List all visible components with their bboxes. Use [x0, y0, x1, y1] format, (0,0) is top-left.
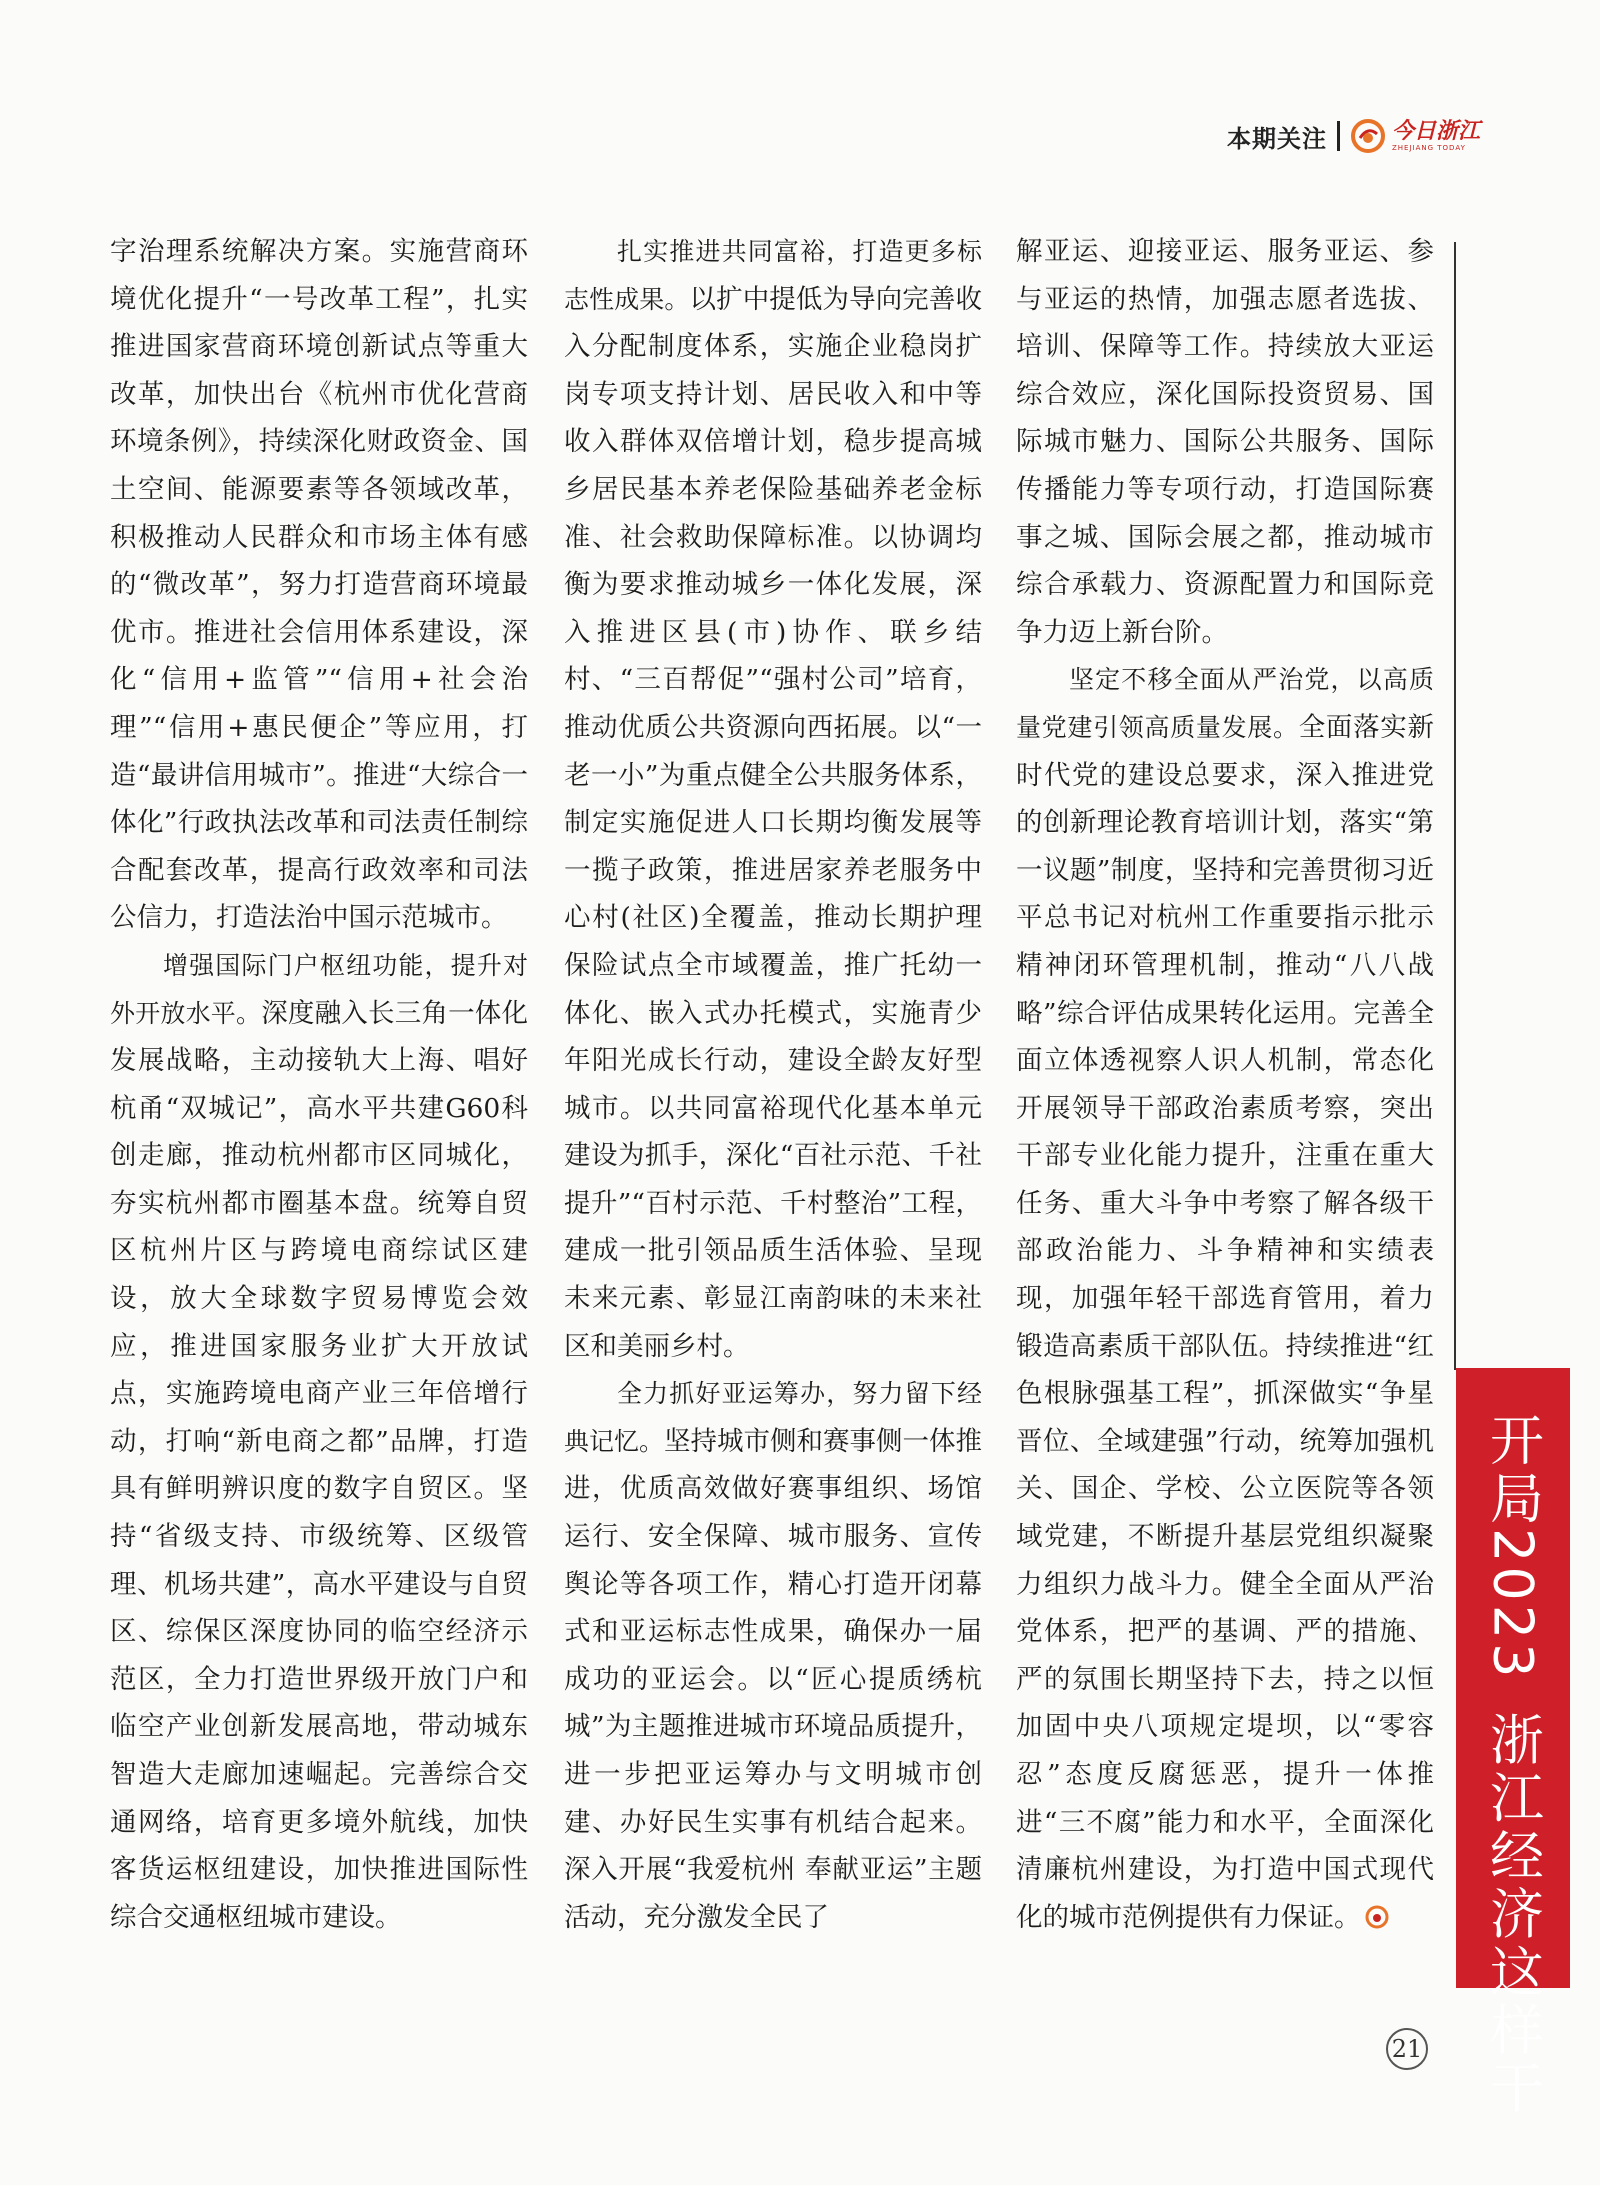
side-banner	[1456, 1368, 1570, 2118]
page-number: 21	[1386, 2028, 1428, 2070]
banner-title-part2: 浙江经济这样干	[1481, 1711, 1545, 2118]
column-2	[564, 228, 982, 1941]
logo-english-text: ZHEJIANG TODAY	[1391, 143, 1466, 152]
paragraph: 字治理系统解决方案。实施营商环境优化提升“一号改革工程”，扎实推进国家营商环境创新试点等重大改革，加快出台《杭州市优化营商环境条例》，持续深化财政资金、国土空间、能源要素等各领域改革，积极推动人民群众和市场主体有感的“微改革”，努力打造营商环境最优市。推进社会信用体系建设，深化“信用+监管”“信用+社会治理”“信用+惠民便企”等应用，打造“最讲信用城市”。推进“大综合一体化”行政执法改革和司法责任制综合配套改革，提高行政效率和司法公信力，打造法治中国示范城市。	[110, 236, 528, 934]
header-divider	[1337, 121, 1340, 151]
logo-chinese-text: 今日浙江	[1391, 118, 1480, 144]
column-divider-line	[1454, 242, 1456, 1370]
paragraph-lead: 全力抓好亚运筹办，努力留下经典记忆。	[564, 1379, 982, 1456]
paragraph-body: 坚持城市侧和赛事侧一体推进，优质高效做好赛事组织、场馆运行、安全保障、城市服务、宣传舆论等各项工作，精心打造开闭幕式和亚运标志性成果，确保办一届成功的亚运会。以“匠心提质绣杭城”为主题推进城市环境品质提升，进一步把亚运筹办与文明城市创建、办好民生实事有机结合起来。深入开展“我爱杭州 奉献亚运”主题活动，充分激发全民了	[564, 1425, 983, 1933]
paragraph	[564, 1370, 982, 1941]
paragraph	[110, 942, 528, 1941]
paragraph-lead: 增强国际门户枢纽功能，提升对外开放水平。	[110, 950, 528, 1028]
banner-title-part1: 开局2023	[1481, 1412, 1545, 1682]
paragraph	[564, 228, 982, 1370]
paragraph-body: 以扩中提低为导向完善收入分配制度体系，实施企业稳岗扩岗专项支持计划、居民收入和中等收入群体双倍增计划，稳步提高城乡居民基本养老保险基础养老金标准、社会救助保障标准。以协调均衡为要求推动城乡一体化发展，深入推进区县(市)协作、联乡结村、“三百帮促”“强村公司”培育，推动优质公共资源向西拓展。以“一老一小”为重点健全公共服务体系，制定实施促进人口长期均衡发展等一揽子政策，推进居家养老服务中心村(社区)全覆盖，推动长期护理保险试点全市域覆盖，推广托幼一体化、嵌入式办托模式，实施青少年阳光成长行动，建设全龄友好型城市。以共同富裕现代化基本单元建设为抓手，深化“百社示范、千社提升”“百村示范、千村整治”工程，建成一批引领品质生活体验、呈现未来元素、彰显江南韵味的未来社区和美丽乡村。	[564, 283, 982, 1362]
zhejiang-today-logo	[1350, 118, 1480, 154]
column-3	[1016, 228, 1434, 1941]
paragraph-lead: 坚定不移全面从严治党，以高质量党建引领高质量发展。	[1016, 665, 1434, 742]
column-1	[110, 228, 528, 1941]
zhejiang-today-logo-icon	[1350, 118, 1386, 154]
paragraph: 解亚运、迎接亚运、服务亚运、参与亚运的热情，加强志愿者选拔、培训、保障等工作。持续放大亚运综合效应，深化国际投资贸易、国际城市魅力、国际公共服务、国际传播能力等专项行动，打造国际赛事之城、国际会展之都，推动城市综合承载力、资源配置力和国际竞争力迈上新台阶。	[1016, 236, 1434, 648]
article-body	[0, 228, 1600, 2028]
zhejiang-today-end-mark-icon	[1365, 1905, 1389, 1929]
paragraph-body: 深度融入长三角一体化发展战略，主动接轨大上海、唱好杭甬“双城记”，高水平共建G60科创走廊，推动杭州都市区同城化，夯实杭州都市圈基本盘。统筹自贸区杭州片区与跨境电商综试区建设，放大全球数字贸易博览会效应，推进国家服务业扩大开放试点，实施跨境电商产业三年倍增行动，打响“新电商之都”品牌，打造具有鲜明辨识度的数字自贸区。坚持“省级支持、市级统筹、区级管理、机场共建”，高水平建设与自贸区、综保区深度协同的临空经济示范区，全力打造世界级开放门户和临空产业创新发展高地，带动城东智造大走廊加速崛起。完善综合交通网络，培育更多境外航线，加快客货运枢纽建设，加快推进国际性综合交通枢纽城市建设。	[110, 997, 528, 1933]
paragraph	[1016, 656, 1434, 1941]
page-header	[1227, 118, 1480, 154]
paragraph-lead: 扎实推进共同富裕，打造更多标志性成果。	[564, 237, 982, 314]
section-label: 本期关注	[1226, 124, 1327, 153]
paragraph-body: 全面落实新时代党的建设总要求，深入推进党的创新理论教育培训计划，落实“第一议题”制度，坚持和完善贯彻习近平总书记对杭州工作重要指示批示精神闭环管理机制，推动“八八战略”综合评估成果转化运用。完善全面立体透视察人识人机制，常态化开展领导干部政治素质考察，突出干部专业化能力提升，注重在重大任务、重大斗争中考察了解各级干部政治能力、斗争精神和实绩表现，加强年轻干部选育管用，着力锻造高素质干部队伍。持续推进“红色根脉强基工程”，抓深做实“争星晋位、全域建强”行动，统筹加强机关、国企、学校、公立医院等各领域党建，不断提升基层党组织凝聚力组织力战斗力。健全全面从严治党体系，把严的基调、严的措施、严的氛围长期坚持下去，持之以恒加固中央八项规定堤坝，以“零容忍”态度反腐惩恶，提升一体推进“三不腐”能力和水平，全面深化清廉杭州建设，为打造中国式现代化的城市范例提供有力保证。	[1016, 711, 1434, 1933]
